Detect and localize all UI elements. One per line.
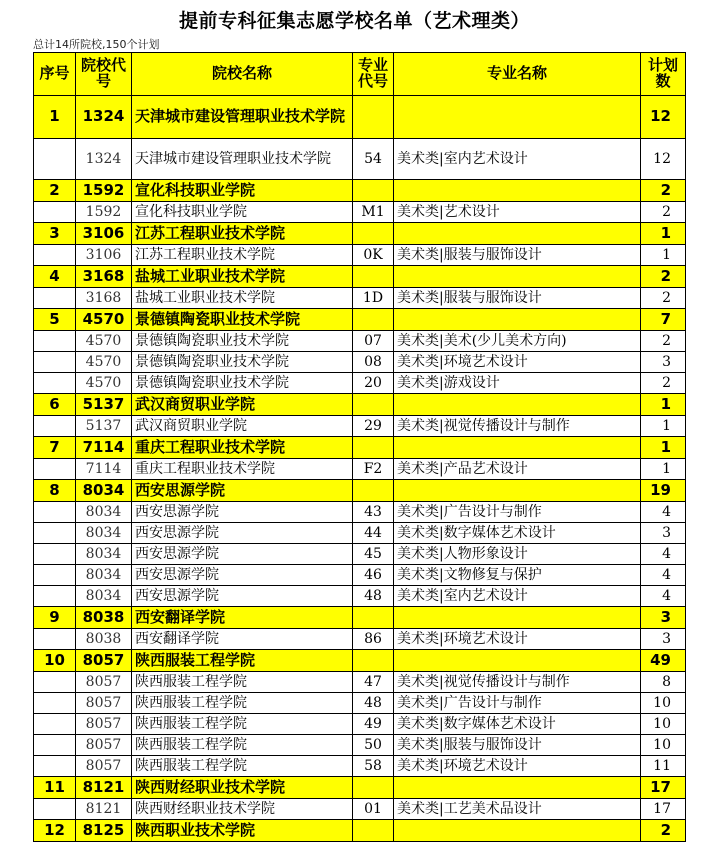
school-code-cell: 4570: [76, 331, 132, 352]
school-code-cell: 3106: [76, 223, 132, 245]
major-code-cell: 48: [353, 693, 394, 714]
major-row: [34, 202, 686, 223]
major-row: [34, 288, 686, 309]
major-name-cell: [394, 480, 641, 502]
major-row: [34, 523, 686, 544]
school-name-cell: 景德镇陶瓷职业技术学院: [132, 309, 353, 331]
school-name-cell: 西安思源学院: [132, 480, 353, 502]
school-row: [34, 96, 686, 139]
school-name-cell: 陕西服装工程学院: [132, 693, 353, 714]
major-code-cell: 20: [353, 373, 394, 394]
major-code-cell: M1: [353, 202, 394, 223]
school-code-cell: 7114: [76, 459, 132, 480]
major-name-cell: [394, 777, 641, 799]
major-name-cell: 美术类|环境艺术设计: [394, 629, 641, 650]
plan-cell: 3: [641, 523, 686, 544]
seq-cell: [34, 202, 76, 223]
school-name-cell: 武汉商贸职业学院: [132, 394, 353, 416]
major-row: [34, 565, 686, 586]
school-row: [34, 650, 686, 672]
seq-cell: [34, 288, 76, 309]
plan-cell: 8: [641, 672, 686, 693]
major-code-cell: 49: [353, 714, 394, 735]
school-code-cell: 8034: [76, 544, 132, 565]
school-code-cell: 8034: [76, 565, 132, 586]
school-code-cell: 3168: [76, 266, 132, 288]
major-name-cell: 美术类|数字媒体艺术设计: [394, 714, 641, 735]
major-name-cell: [394, 223, 641, 245]
seq-cell: 3: [34, 223, 76, 245]
school-code-cell: 8038: [76, 629, 132, 650]
seq-cell: 8: [34, 480, 76, 502]
major-row: [34, 331, 686, 352]
major-code-cell: 43: [353, 502, 394, 523]
major-name-cell: [394, 437, 641, 459]
plan-cell: 4: [641, 544, 686, 565]
school-code-cell: 8121: [76, 799, 132, 820]
seq-cell: [34, 799, 76, 820]
header-school-name: 院校名称: [132, 53, 353, 96]
plan-cell: 2: [641, 288, 686, 309]
major-code-cell: 44: [353, 523, 394, 544]
plan-cell: 2: [641, 373, 686, 394]
major-name-cell: 美术类|视觉传播设计与制作: [394, 672, 641, 693]
major-code-cell: [353, 650, 394, 672]
school-code-cell: 3168: [76, 288, 132, 309]
major-code-cell: [353, 266, 394, 288]
major-name-cell: 美术类|服装与服饰设计: [394, 735, 641, 756]
major-name-cell: 美术类|环境艺术设计: [394, 756, 641, 777]
school-code-cell: 5137: [76, 394, 132, 416]
school-name-cell: 宣化科技职业学院: [132, 202, 353, 223]
school-row: [34, 309, 686, 331]
header-major-name: 专业名称: [394, 53, 641, 96]
plan-cell: 4: [641, 502, 686, 523]
school-name-cell: 陕西服装工程学院: [132, 735, 353, 756]
major-code-cell: 50: [353, 735, 394, 756]
seq-cell: 11: [34, 777, 76, 799]
school-code-cell: 8121: [76, 777, 132, 799]
seq-cell: [34, 139, 76, 180]
summary-text: 总计14所院校,150个计划: [33, 38, 160, 51]
school-name-cell: 西安思源学院: [132, 586, 353, 607]
seq-cell: [34, 502, 76, 523]
plan-cell: 12: [641, 139, 686, 180]
major-name-cell: 美术类|环境艺术设计: [394, 352, 641, 373]
major-name-cell: [394, 266, 641, 288]
seq-cell: 12: [34, 820, 76, 842]
major-row: [34, 799, 686, 820]
major-row: [34, 714, 686, 735]
table-header-row: [34, 53, 686, 96]
school-name-cell: 西安思源学院: [132, 523, 353, 544]
major-code-cell: 0K: [353, 245, 394, 266]
school-name-cell: 盐城工业职业技术学院: [132, 288, 353, 309]
major-name-cell: 美术类|工艺美术品设计: [394, 799, 641, 820]
major-code-cell: 86: [353, 629, 394, 650]
school-code-cell: 3106: [76, 245, 132, 266]
school-name-cell: 西安翻译学院: [132, 607, 353, 629]
school-row: [34, 223, 686, 245]
school-name-cell: 景德镇陶瓷职业技术学院: [132, 373, 353, 394]
major-name-cell: 美术类|视觉传播设计与制作: [394, 416, 641, 437]
plan-cell: 17: [641, 799, 686, 820]
major-code-cell: 01: [353, 799, 394, 820]
major-row: [34, 756, 686, 777]
table-body: [34, 96, 686, 842]
school-code-cell: 8057: [76, 650, 132, 672]
school-name-cell: 江苏工程职业技术学院: [132, 245, 353, 266]
major-row: [34, 586, 686, 607]
school-row: [34, 394, 686, 416]
plan-cell: 1: [641, 437, 686, 459]
major-name-cell: 美术类|服装与服饰设计: [394, 288, 641, 309]
seq-cell: [34, 331, 76, 352]
plan-cell: 11: [641, 756, 686, 777]
major-name-cell: 美术类|室内艺术设计: [394, 586, 641, 607]
school-code-cell: 1324: [76, 139, 132, 180]
major-row: [34, 352, 686, 373]
school-name-cell: 江苏工程职业技术学院: [132, 223, 353, 245]
major-row: [34, 373, 686, 394]
major-code-cell: 46: [353, 565, 394, 586]
seq-cell: 10: [34, 650, 76, 672]
school-code-cell: 8034: [76, 523, 132, 544]
plan-cell: 7: [641, 309, 686, 331]
school-row: [34, 480, 686, 502]
major-name-cell: [394, 309, 641, 331]
school-name-cell: 重庆工程职业技术学院: [132, 437, 353, 459]
plan-cell: 4: [641, 586, 686, 607]
seq-cell: [34, 352, 76, 373]
major-code-cell: [353, 96, 394, 139]
school-name-cell: 陕西服装工程学院: [132, 672, 353, 693]
school-code-cell: 1592: [76, 180, 132, 202]
school-code-cell: 8057: [76, 735, 132, 756]
major-name-cell: 美术类|文物修复与保护: [394, 565, 641, 586]
seq-cell: [34, 586, 76, 607]
major-name-cell: 美术类|人物形象设计: [394, 544, 641, 565]
major-code-cell: 29: [353, 416, 394, 437]
school-name-cell: 盐城工业职业技术学院: [132, 266, 353, 288]
major-name-cell: 美术类|数字媒体艺术设计: [394, 523, 641, 544]
seq-cell: [34, 735, 76, 756]
major-code-cell: [353, 820, 394, 842]
major-code-cell: [353, 607, 394, 629]
school-code-cell: 8125: [76, 820, 132, 842]
seq-cell: [34, 714, 76, 735]
school-name-cell: 西安思源学院: [132, 544, 353, 565]
school-name-cell: 陕西财经职业技术学院: [132, 777, 353, 799]
major-code-cell: 08: [353, 352, 394, 373]
major-row: [34, 693, 686, 714]
major-name-cell: 美术类|美术(少儿美术方向): [394, 331, 641, 352]
plan-cell: 3: [641, 629, 686, 650]
plan-cell: 2: [641, 180, 686, 202]
major-code-cell: 47: [353, 672, 394, 693]
major-row: [34, 416, 686, 437]
school-name-cell: 景德镇陶瓷职业技术学院: [132, 331, 353, 352]
header-plan: 计划数: [641, 53, 686, 96]
seq-cell: 2: [34, 180, 76, 202]
header-school-code: 院校代号: [76, 53, 132, 96]
major-code-cell: [353, 777, 394, 799]
major-row: [34, 139, 686, 180]
major-code-cell: 54: [353, 139, 394, 180]
school-code-cell: 7114: [76, 437, 132, 459]
major-name-cell: 美术类|室内艺术设计: [394, 139, 641, 180]
plan-cell: 1: [641, 223, 686, 245]
school-code-cell: 8034: [76, 502, 132, 523]
school-code-cell: 8057: [76, 672, 132, 693]
major-row: [34, 245, 686, 266]
plan-cell: 2: [641, 266, 686, 288]
plan-cell: 1: [641, 245, 686, 266]
major-name-cell: 美术类|艺术设计: [394, 202, 641, 223]
major-name-cell: [394, 180, 641, 202]
major-code-cell: [353, 394, 394, 416]
plan-cell: 4: [641, 565, 686, 586]
seq-cell: [34, 523, 76, 544]
school-code-cell: 5137: [76, 416, 132, 437]
school-row: [34, 820, 686, 842]
plan-cell: 2: [641, 202, 686, 223]
page-title: 提前专科征集志愿学校名单（艺术理类）: [178, 10, 530, 32]
school-name-cell: 西安思源学院: [132, 502, 353, 523]
plan-cell: 12: [641, 96, 686, 139]
seq-cell: [34, 672, 76, 693]
school-name-cell: 陕西财经职业技术学院: [132, 799, 353, 820]
major-code-cell: [353, 180, 394, 202]
school-row: [34, 607, 686, 629]
seq-cell: [34, 565, 76, 586]
major-name-cell: 美术类|产品艺术设计: [394, 459, 641, 480]
seq-cell: [34, 416, 76, 437]
school-name-cell: 武汉商贸职业学院: [132, 416, 353, 437]
school-row: [34, 266, 686, 288]
school-code-cell: 8038: [76, 607, 132, 629]
school-name-cell: 景德镇陶瓷职业技术学院: [132, 352, 353, 373]
seq-cell: [34, 459, 76, 480]
plan-cell: 19: [641, 480, 686, 502]
school-code-cell: 1324: [76, 96, 132, 139]
school-name-cell: 西安翻译学院: [132, 629, 353, 650]
school-row: [34, 180, 686, 202]
school-name-cell: 西安思源学院: [132, 565, 353, 586]
school-name-cell: 天津城市建设管理职业技术学院: [132, 139, 353, 180]
plan-cell: 17: [641, 777, 686, 799]
school-code-cell: 4570: [76, 309, 132, 331]
major-code-cell: 1D: [353, 288, 394, 309]
major-name-cell: [394, 394, 641, 416]
plan-cell: 49: [641, 650, 686, 672]
seq-cell: 5: [34, 309, 76, 331]
major-name-cell: [394, 650, 641, 672]
major-name-cell: [394, 607, 641, 629]
major-row: [34, 629, 686, 650]
school-code-cell: 4570: [76, 373, 132, 394]
plan-cell: 3: [641, 352, 686, 373]
header-major-code: 专业代号: [353, 53, 394, 96]
seq-cell: [34, 693, 76, 714]
plan-cell: 10: [641, 693, 686, 714]
school-list-table: [33, 52, 686, 842]
major-row: [34, 735, 686, 756]
seq-cell: 1: [34, 96, 76, 139]
seq-cell: 7: [34, 437, 76, 459]
seq-cell: 9: [34, 607, 76, 629]
major-name-cell: 美术类|服装与服饰设计: [394, 245, 641, 266]
school-name-cell: 宣化科技职业学院: [132, 180, 353, 202]
school-code-cell: 8057: [76, 756, 132, 777]
school-name-cell: 重庆工程职业技术学院: [132, 459, 353, 480]
school-name-cell: 天津城市建设管理职业技术学院: [132, 96, 353, 139]
major-row: [34, 672, 686, 693]
major-name-cell: 美术类|广告设计与制作: [394, 502, 641, 523]
major-code-cell: 58: [353, 756, 394, 777]
major-code-cell: 07: [353, 331, 394, 352]
major-code-cell: [353, 309, 394, 331]
seq-cell: [34, 245, 76, 266]
plan-cell: 10: [641, 714, 686, 735]
major-name-cell: [394, 820, 641, 842]
major-name-cell: [394, 96, 641, 139]
seq-cell: [34, 756, 76, 777]
school-code-cell: 8057: [76, 693, 132, 714]
major-code-cell: [353, 437, 394, 459]
major-name-cell: 美术类|广告设计与制作: [394, 693, 641, 714]
major-code-cell: [353, 480, 394, 502]
school-code-cell: 8034: [76, 586, 132, 607]
seq-cell: [34, 629, 76, 650]
school-name-cell: 陕西职业技术学院: [132, 820, 353, 842]
header-seq: 序号: [34, 53, 76, 96]
plan-cell: 1: [641, 416, 686, 437]
plan-cell: 2: [641, 331, 686, 352]
school-code-cell: 1592: [76, 202, 132, 223]
seq-cell: 6: [34, 394, 76, 416]
seq-cell: 4: [34, 266, 76, 288]
major-row: [34, 502, 686, 523]
school-row: [34, 777, 686, 799]
major-row: [34, 544, 686, 565]
school-code-cell: 8057: [76, 714, 132, 735]
plan-cell: 1: [641, 394, 686, 416]
school-row: [34, 437, 686, 459]
school-name-cell: 陕西服装工程学院: [132, 756, 353, 777]
major-code-cell: 45: [353, 544, 394, 565]
school-name-cell: 陕西服装工程学院: [132, 650, 353, 672]
plan-cell: 3: [641, 607, 686, 629]
seq-cell: [34, 544, 76, 565]
plan-cell: 2: [641, 820, 686, 842]
major-code-cell: F2: [353, 459, 394, 480]
school-code-cell: 4570: [76, 352, 132, 373]
school-name-cell: 陕西服装工程学院: [132, 714, 353, 735]
seq-cell: [34, 373, 76, 394]
major-name-cell: 美术类|游戏设计: [394, 373, 641, 394]
plan-cell: 1: [641, 459, 686, 480]
school-code-cell: 8034: [76, 480, 132, 502]
major-code-cell: [353, 223, 394, 245]
major-row: [34, 459, 686, 480]
plan-cell: 10: [641, 735, 686, 756]
major-code-cell: 48: [353, 586, 394, 607]
